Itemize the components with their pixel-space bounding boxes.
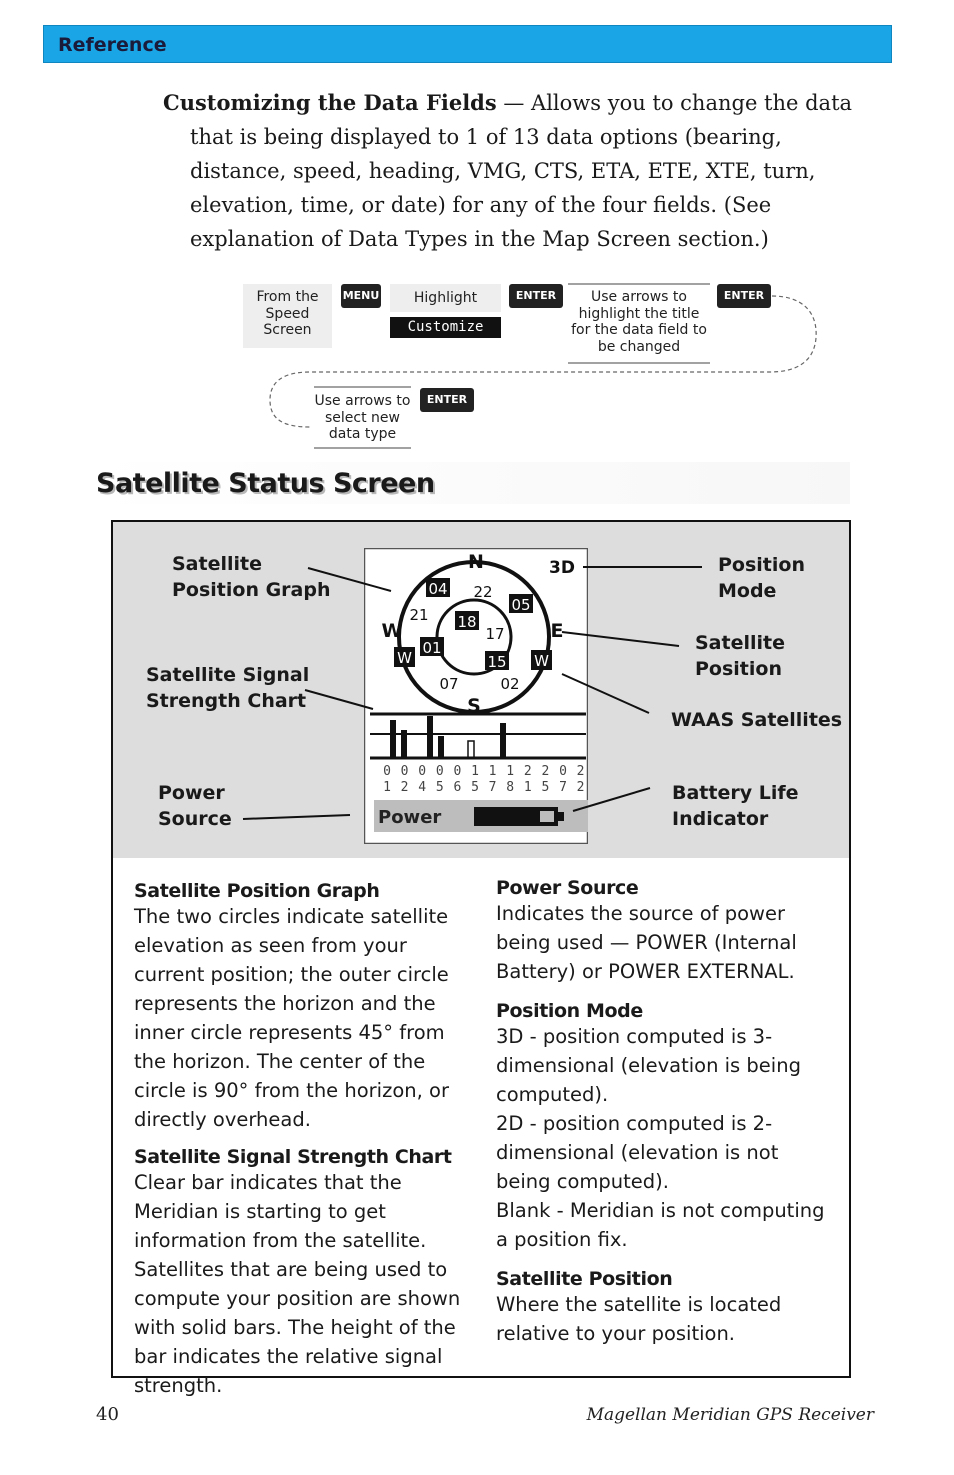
callout-position-mode xyxy=(718,552,805,604)
bar-id-bottom-6: 7 xyxy=(488,780,497,795)
bar-id-bottom-7: 8 xyxy=(506,780,515,795)
bar-id-top-10: 0 xyxy=(559,764,567,779)
body-satellite-position-graph: The two circles indicate satellite elevation as seen from your current position; the outer circle represents the horizon and the inner circle represents 45° from the horizon. The center of the circle is 90° from the horizon, or directly overhead. xyxy=(134,905,449,1131)
bar-id-bottom-4: 6 xyxy=(453,780,462,795)
sat-05: 05 xyxy=(511,596,531,614)
sat-15: 15 xyxy=(487,653,507,671)
header-title: Reference xyxy=(58,34,167,56)
footer-title: Magellan Meridian GPS Receiver xyxy=(586,1405,874,1425)
bar-id-top-0: 0 xyxy=(383,764,391,779)
bar-id-bottom-9: 5 xyxy=(541,780,550,795)
compass-e: E xyxy=(550,620,564,642)
bar-id-bottom-10: 7 xyxy=(559,780,567,795)
sat-21: 21 xyxy=(409,606,429,624)
section-title: Satellite Status Screen xyxy=(96,468,435,499)
callout-satellite-position-graph-line2: Position Graph xyxy=(172,579,331,601)
bar-id-bottom-8: 1 xyxy=(523,780,532,795)
bar-id-top-6: 1 xyxy=(488,764,497,779)
bar-id-top-7: 1 xyxy=(506,764,515,779)
callout-satellite-signal-line2: Strength Chart xyxy=(146,690,307,712)
bar-id-bottom-11: 2 xyxy=(576,780,585,795)
heading-position-mode: Position Mode xyxy=(496,1000,643,1022)
callout-satellite-signal-line1: Satellite Signal xyxy=(146,664,310,686)
body-position-mode-blank: Blank - Meridian is not computing a position fix. xyxy=(496,1199,825,1251)
sat-17: 17 xyxy=(485,625,505,643)
callout-battery-life-indicator xyxy=(672,780,799,832)
flow-step-select-data-type: Use arrows to select new data type xyxy=(314,393,411,442)
bar-id-bottom-0: 1 xyxy=(383,780,391,795)
flow-step-highlight: Highlight xyxy=(390,284,501,312)
heading-satellite-position-graph: Satellite Position Graph xyxy=(134,880,380,902)
flow-step-speed-screen xyxy=(243,284,332,348)
callout-position-mode-line2: Mode xyxy=(718,580,777,602)
intro-term: Customizing the Data Fields xyxy=(163,90,497,115)
flow-step-speed-screen-text: From the Speed Screen xyxy=(256,289,319,338)
heading-satellite-position: Satellite Position xyxy=(496,1268,673,1290)
enter-key-2: ENTER xyxy=(717,284,771,308)
sat-02: 02 xyxy=(500,675,520,693)
compass-n: N xyxy=(468,551,484,573)
callout-satellite-position-graph xyxy=(172,551,331,603)
bar-id-bottom-1: 2 xyxy=(400,780,409,795)
bar-id-top-2: 0 xyxy=(418,764,427,779)
customize-menu-item: Customize xyxy=(390,317,501,338)
enter-key-1: ENTER xyxy=(509,284,563,308)
callout-battery-line1: Battery Life xyxy=(672,782,799,804)
bar-id-bottom-2: 4 xyxy=(418,780,427,795)
body-position-mode-2d: 2D - position computed is 2-dimensional (elevation is not being computed). xyxy=(496,1112,779,1193)
bar-id-top-9: 2 xyxy=(541,764,550,779)
sat-22: 22 xyxy=(473,583,493,601)
bar-id-top-1: 0 xyxy=(400,764,409,779)
sat-01: 01 xyxy=(422,639,442,657)
body-satellite-signal-strength-chart: Clear bar indicates that the Meridian is starting to get information from the satellite. Satellites that are being used to compute your position are shown with solid bars. The height of the bar indicates the relative signal strength. xyxy=(134,1171,461,1397)
sat-04: 04 xyxy=(428,580,448,598)
callout-satellite-position-graph-line1: Satellite xyxy=(172,553,262,575)
heading-satellite-signal-strength-chart: Satellite Signal Strength Chart xyxy=(134,1146,452,1168)
position-mode-indicator: 3D xyxy=(549,558,575,578)
page-number: 40 xyxy=(96,1404,119,1425)
bar-id-top-11: 2 xyxy=(576,764,585,779)
flow-step-highlight-title: Use arrows to highlight the title for the data field to be changed xyxy=(571,289,707,355)
sat-07: 07 xyxy=(439,675,459,693)
bar-id-top-5: 1 xyxy=(471,764,479,779)
bar-id-bottom-5: 5 xyxy=(471,780,479,795)
heading-power-source: Power Source xyxy=(496,877,639,899)
intro-paragraph xyxy=(163,86,853,256)
callout-battery-line2: Indicator xyxy=(672,808,769,830)
callout-satellite-position xyxy=(695,630,785,682)
right-text-column xyxy=(496,877,836,1348)
menu-key: MENU xyxy=(341,284,381,308)
callout-waas-satellites: WAAS Satellites xyxy=(671,709,843,731)
callout-position-mode-line1: Position xyxy=(718,554,805,576)
callout-power-source-line1: Power xyxy=(158,782,225,804)
waas-left: W xyxy=(397,649,412,667)
callout-satellite-position-line2: Position xyxy=(695,658,782,680)
body-power-source: Indicates the source of power being used — POWER (Internal Battery) or POWER EXTERNAL. xyxy=(496,902,797,983)
bar-id-bottom-3: 5 xyxy=(435,780,444,795)
compass-w: W xyxy=(381,620,403,642)
left-text-column xyxy=(134,880,479,1400)
compass-s: S xyxy=(467,695,481,717)
waas-right: W xyxy=(534,652,549,670)
enter-key-3: ENTER xyxy=(420,388,474,412)
body-position-mode-3d: 3D - position computed is 3-dimensional (elevation is being computed). xyxy=(496,1025,801,1106)
callout-power-source xyxy=(158,780,232,832)
callout-satellite-signal-strength-chart xyxy=(146,662,309,714)
callout-satellite-position-line1: Satellite xyxy=(695,632,785,654)
power-label: Power xyxy=(378,807,442,828)
bar-id-top-8: 2 xyxy=(523,764,532,779)
body-satellite-position: Where the satellite is located relative to your position. xyxy=(496,1293,782,1345)
bar-id-top-4: 0 xyxy=(453,764,462,779)
reference-header-bar xyxy=(43,25,892,63)
bar-id-top-3: 0 xyxy=(435,764,444,779)
callout-power-source-line2: Source xyxy=(158,808,232,830)
intro-text: — Allows you to change the data that is being displayed to 1 of 13 data options (bearing, distance, speed, heading, VMG, CTS, ETA, ETE, XTE, turn, elevation, time, or date) for any of the four fields. (See explanation of Data Types in the Map Screen section.) xyxy=(190,91,853,251)
sat-18: 18 xyxy=(457,613,477,631)
